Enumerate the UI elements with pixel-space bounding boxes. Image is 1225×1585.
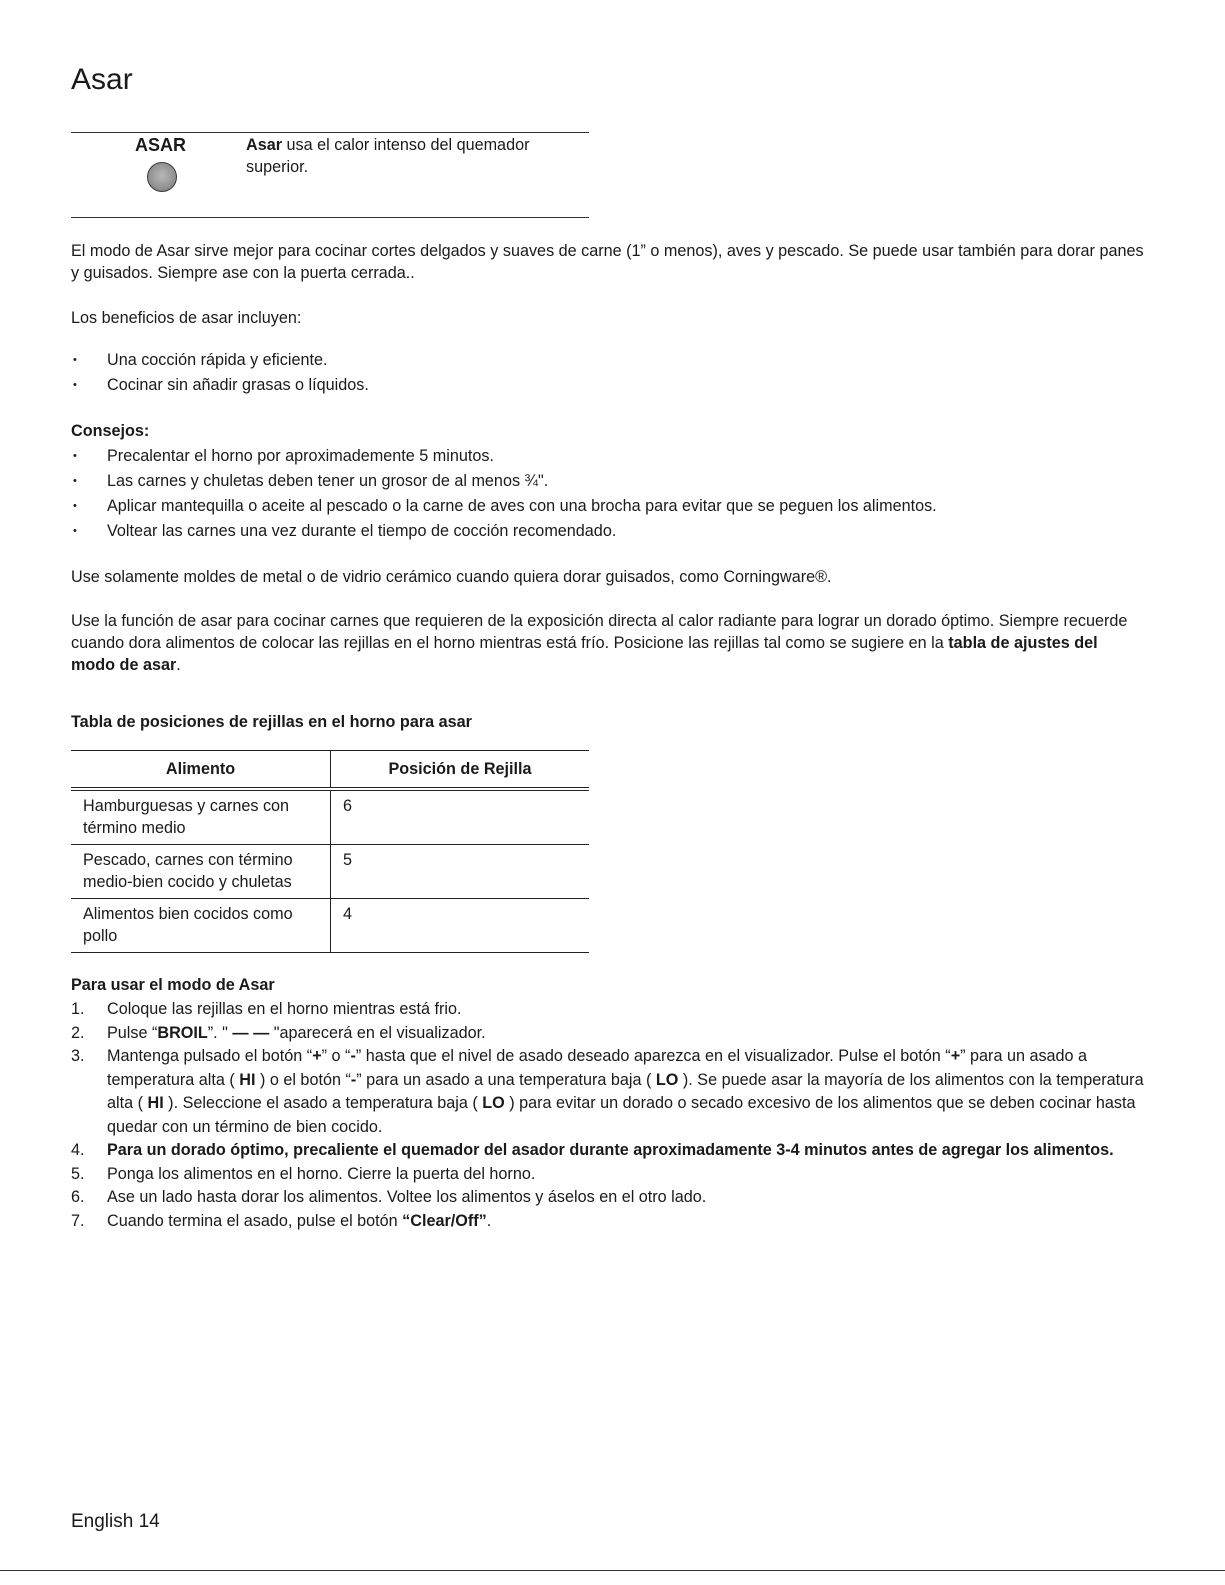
list-item: • Las carnes y chuletas deben tener un grosor de al menos ¾". <box>73 472 549 490</box>
rack-position-table <box>71 750 589 953</box>
list-item: 3. Mantenga pulsado el botón “+” o “-” hasta que el nivel de asado deseado aparezca en el visualizador. Pulse el botón “+” para un asado a temperatura alta ( HI ) o el botón “-” para un asado a una temperatura baja ( LO ). Se puede asar la mayoría de los alimentos con la temperatura alta ( HI ). Seleccione el asado a temperatura baja ( LO ) para evitar un dorado o secado excesivo de los alimentos que se deben cocinar hasta quedar con un término de bien cocido. <box>71 1047 1144 1136</box>
table-header-row <box>71 751 589 790</box>
intro-paragraph: El modo de Asar sirve mejor para cocinar cortes delgados y suaves de carne (1” o menos), aves y pescado. Se puede usar también para dorar panes y guisados. Siempre ase con la puerta cerrada.. <box>71 242 1144 282</box>
round-grey-button-icon <box>147 162 177 192</box>
bottom-divider <box>0 1570 1225 1571</box>
list-item: 2. Pulse “BROIL”. " — — "aparecerá en el visualizador. <box>71 1022 1146 1046</box>
step-number: 6. <box>71 1188 85 1206</box>
list-item: 6. Ase un lado hasta dorar los alimentos. Voltee los alimentos y áselos en el otro lado. <box>71 1186 1146 1210</box>
step-number: 2. <box>71 1023 85 1042</box>
mode-desc-text: usa el calor intenso del quemador superior. <box>246 136 530 176</box>
rack-cell: 4 <box>331 899 590 953</box>
list-item: • Precalentar el horno por aproximademente 5 minutos. <box>73 447 494 465</box>
list-item: • Cocinar sin añadir grasas o líquidos. <box>73 376 369 394</box>
page-footer: English 14 <box>71 1511 160 1532</box>
step-number: 5. <box>71 1164 85 1183</box>
list-item: 1. Coloque las rejillas en el horno mientras está frio. <box>71 998 1146 1022</box>
bullet-icon: • <box>73 354 77 366</box>
bullet-icon: • <box>73 475 77 487</box>
food-cell: Hamburguesas y carnes con término medio <box>71 789 331 845</box>
rack-cell: 6 <box>343 797 353 815</box>
benefits-lead: Los beneficios de asar incluyen: <box>71 309 302 327</box>
list-item: • Voltear las carnes una vez durante el tiempo de cocción recomendado. <box>73 522 617 540</box>
food-cell: Pescado, carnes con término medio-bien cocido y chuletas <box>71 845 331 899</box>
page-title: Asar <box>71 63 133 96</box>
step-number: 3. <box>71 1047 85 1065</box>
function-note: Use la función de asar para cocinar carnes que requieren de la exposición directa al calor radiante para lograr un dorado óptimo. Siempre recuerde cuando dora alimentos de colocar las rejillas en el horno mientras está frío. Posicione las rejillas tal como se sugiere en la tabla de ajustes del modo de asar. <box>71 612 1128 674</box>
tips-list <box>71 445 1146 545</box>
list-item: 5. Ponga los alimentos en el horno. Cierre la puerta del horno. <box>71 1163 1146 1187</box>
pans-note: Use solamente moldes de metal o de vidrio cerámico cuando quiera dorar guisados, como Corningware®. <box>71 568 832 586</box>
steps-list <box>71 998 1146 1233</box>
benefits-list <box>71 349 1146 399</box>
bullet-icon: • <box>73 525 77 537</box>
table-row <box>71 899 589 953</box>
step-number: 7. <box>71 1211 85 1230</box>
food-cell: Alimentos bien cocidos como pollo <box>71 899 331 953</box>
step-number: 1. <box>71 1000 85 1018</box>
table-reference: tabla de ajustes del modo de asar <box>71 634 1098 674</box>
tips-heading: Consejos: <box>71 422 150 440</box>
list-item: 4. Para un dorado óptimo, precaliente el quemador del asador durante aproximadamente 3-4 minutos antes de agregar los alimentos. <box>71 1139 1146 1163</box>
mode-desc-bold: Asar <box>246 136 282 154</box>
table-title: Tabla de posiciones de rejillas en el horno para asar <box>71 713 472 731</box>
list-item: • Aplicar mantequilla o aceite al pescado o la carne de aves con una brocha para evitar que se peguen los alimentos. <box>73 497 937 515</box>
steps-heading: Para usar el modo de Asar <box>71 976 275 994</box>
table-row <box>71 845 589 899</box>
broil-mode-box <box>71 132 589 218</box>
bullet-icon: • <box>73 450 77 462</box>
rack-cell: 5 <box>331 845 590 899</box>
column-header-food: Alimento <box>71 751 331 790</box>
table-row <box>71 789 589 845</box>
broil-mode-description <box>246 134 576 178</box>
list-item: • Una cocción rápida y eficiente. <box>73 351 328 369</box>
broil-mode-label: ASAR <box>135 135 187 155</box>
bullet-icon: • <box>73 379 77 391</box>
step-number: 4. <box>71 1141 85 1159</box>
bullet-icon: • <box>73 500 77 512</box>
column-header-rack: Posición de Rejilla <box>331 751 590 790</box>
list-item: 7. Cuando termina el asado, pulse el botón “Clear/Off”. <box>71 1210 1146 1234</box>
